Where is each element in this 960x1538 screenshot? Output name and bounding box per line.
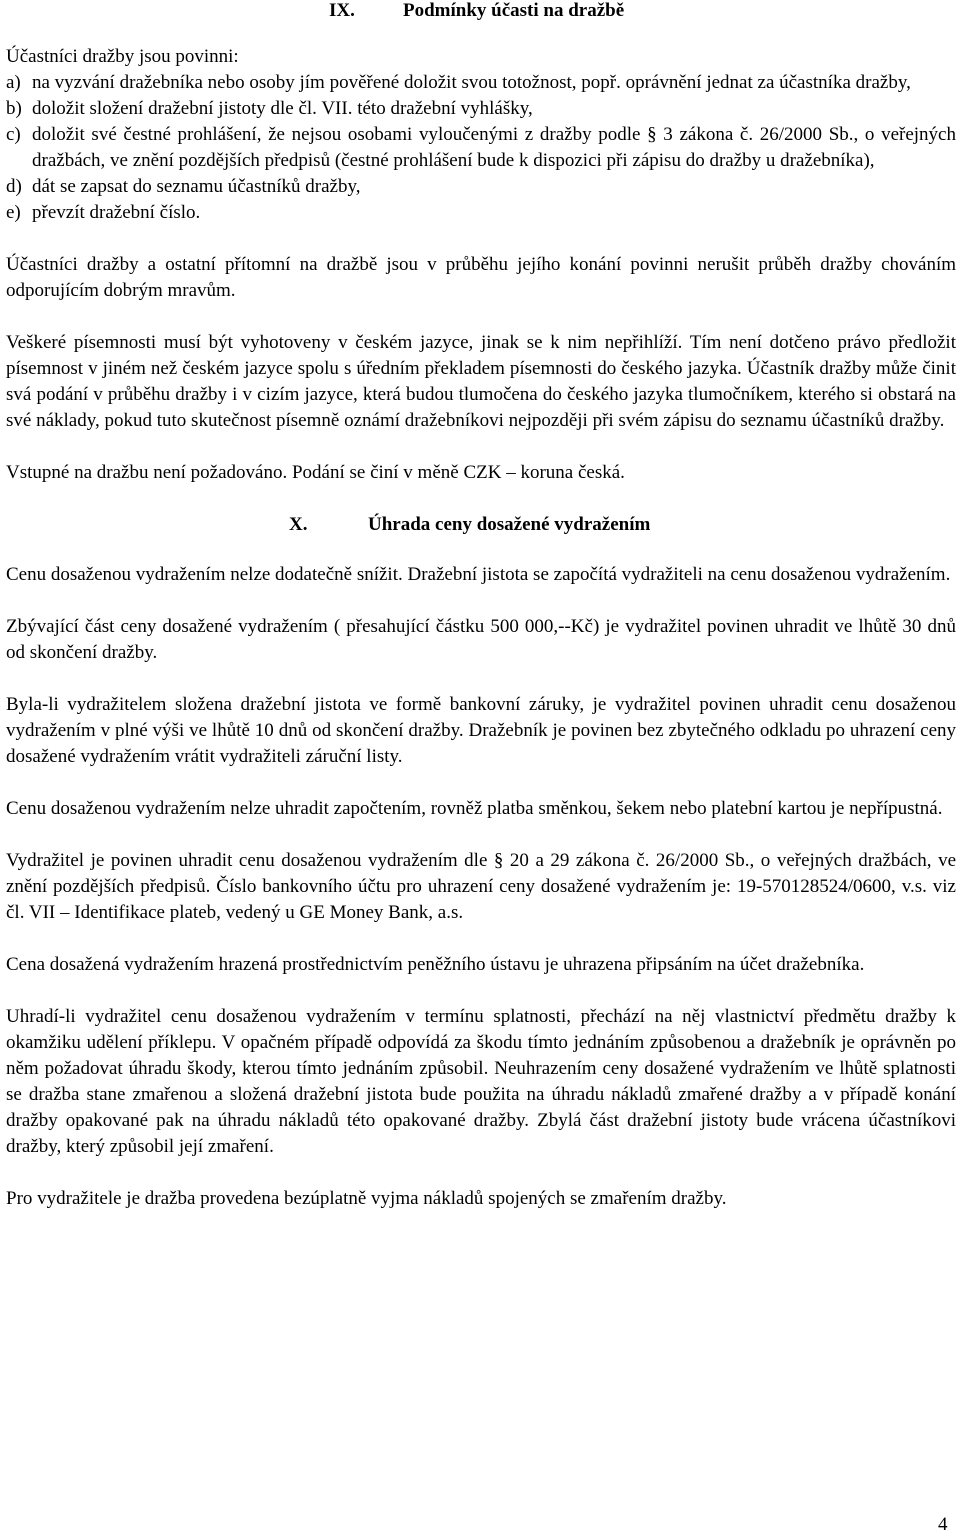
section-number: X. [289, 514, 308, 535]
list-marker: d) [6, 176, 22, 197]
paragraph: Vydražitel je povinen uhradit cenu dosaženou vydražením dle § 20 a 29 zákona č. 26/2000 Sb., o veřejných dražbách, ve znění pozdějších předpisů. Číslo bankovního účtu pro uhrazení ceny dosažené vydražením je: 19-570128524/0600, v.s. viz čl. VII – Identifikace plateb, vedený u GE Money Bank, a.s. [6, 850, 956, 923]
list-text: dát se zapsat do seznamu účastníků dražby, [32, 176, 361, 197]
list-text: doložit své čestné prohlášení, že nejsou osobami vyloučenými z dražby podle § 3 zákona č. 26/2000 Sb., o veřejných dražbách, ve znění pozdějších předpisů (čestné prohlášení bude k dispozici při zápisu do dražby u dražebníka), [32, 124, 956, 171]
list-marker: c) [6, 124, 21, 145]
section-title: Podmínky účasti na dražbě [403, 0, 625, 21]
list-item [6, 122, 956, 174]
list-item [6, 174, 956, 200]
list-marker: e) [6, 202, 21, 223]
paragraph: Veškeré písemnosti musí být vyhotoveny v českém jazyce, jinak se k nim nepřihlíží. Tím není dotčeno právo předložit písemnost v jiném než českém jazyce spolu s úředním překladem písemnosti do českého jazyka. Účastník dražby může činit svá podání v průběhu dražby i v cizím jazyce, která budou tlumočena do českého jazyka tlumočníkem, kterého si obstará na své náklady, pokud tuto skutečnost písemně oznámí dražebníkovi nejpozději při svém zápisu do seznamu účastníků dražby. [6, 332, 956, 431]
section-heading-x [6, 512, 956, 538]
list-marker: a) [6, 72, 21, 93]
paragraph: Zbývající část ceny dosažené vydražením ( přesahující částku 500 000,--Kč) je vydražitel povinen uhradit ve lhůtě 30 dnů od skončení dražby. [6, 616, 956, 663]
paragraph: Byla-li vydražitelem složena dražební jistota ve formě bankovní záruky, je vydražitel povinen uhradit cenu dosaženou vydražením v plné výši ve lhůtě 10 dnů od skončení dražby. Dražebník je povinen bez zbytečného odkladu po uhrazení ceny dosažené vydražením vrátit vydražiteli záruční listy. [6, 694, 956, 767]
obligations-intro: Účastníci dražby jsou povinni: [6, 46, 239, 67]
list-item [6, 96, 956, 122]
section-number: IX. [329, 0, 355, 21]
list-item [6, 200, 956, 226]
paragraph: Účastníci dražby a ostatní přítomní na dražbě jsou v průběhu jejího konání povinni nerušit průběh dražby chováním odporujícím dobrým mravům. [6, 254, 956, 301]
paragraph: Vstupné na dražbu není požadováno. Podání se činí v měně CZK – koruna česká. [6, 462, 625, 483]
list-item [6, 70, 956, 96]
list-text: převzít dražební číslo. [32, 202, 201, 223]
list-marker: b) [6, 98, 22, 119]
paragraph: Cena dosažená vydražením hrazená prostřednictvím peněžního ústavu je uhrazena připsáním na účet dražebníka. [6, 954, 865, 975]
paragraph: Uhradí-li vydražitel cenu dosaženou vydražením v termínu splatnosti, přechází na něj vlastnictví předmětu dražby k okamžiku udělení příklepu. V opačném případě odpovídá za škodu tímto jednáním způsobenou a dražebník je oprávněn po něm požadovat úhradu škody, kterou tímto jednáním způsobil. Neuhrazením ceny dosažené vydražením ve lhůtě splatnosti se dražba stane zmařenou a složená dražební jistota bude použita na úhradu nákladů zmařené dražby a v případě konání dražby opakované pak na úhradu nákladů této opakované dražby. Zbylá část dražební jistoty bude vrácena účastníkovi dražby, který způsobil její zmaření. [6, 1006, 956, 1157]
obligations-list [6, 70, 956, 226]
list-text: na vyzvání dražebníka nebo osoby jím pověřené doložit svou totožnost, popř. oprávnění jednat za účastníka dražby, [32, 72, 911, 93]
list-text: doložit složení dražební jistoty dle čl. VII. této dražební vyhlášky, [32, 98, 533, 119]
section-title: Úhrada ceny dosažené vydražením [368, 514, 651, 535]
section-heading-ix [6, 0, 956, 24]
paragraph: Cenu dosaženou vydražením nelze dodatečně snížit. Dražební jistota se započítá vydražiteli na cenu dosaženou vydražením. [6, 564, 951, 585]
paragraph: Pro vydražitele je dražba provedena bezúplatně vyjma nákladů spojených se zmařením dražby. [6, 1188, 727, 1209]
page-number: 4 [938, 1514, 948, 1535]
paragraph: Cenu dosaženou vydražením nelze uhradit započtením, rovněž platba směnkou, šekem nebo platební kartou je nepřípustná. [6, 798, 943, 819]
document-page [6, 0, 956, 1212]
